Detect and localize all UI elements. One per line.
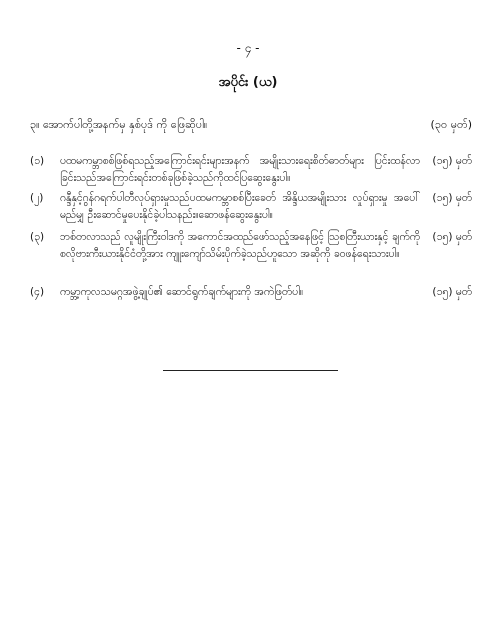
question-2 — [30, 190, 472, 224]
instruction-text: ၃။ အောက်ပါတို့အနက်မှ နှစ်ပုဒ် ကို ဖြေဆိုပါ။ — [30, 118, 208, 131]
question-number: (၃) — [30, 231, 45, 243]
end-divider — [163, 370, 338, 371]
question-text: ကမ္ဘာ့ကုလသမဂ္ဂအဖွဲ့ချုပ်၏ ဆောင်ရွက်ချက်များကို အကဲဖြတ်ပါ။ — [60, 286, 304, 298]
question-number: (၂) — [30, 192, 44, 204]
question-number: (၄) — [30, 286, 45, 298]
question-4 — [30, 284, 472, 301]
question-text: ဂန္ဒီနှင့်ဂွန်ဂရက်ပါတီလုပ်ရှားမှုသည်ပထမကမ္ဘာစစ်ပြီးခေတ် အိန္ဒိယအမျိုးသား လှုပ်ရှားမှု အပေါ်မည်မျှ ဦးဆောင်မှုပေးနိုင်ခဲ့ပါသနည်း။ဆောဖန်ဆွေးနွေးပါ။ — [60, 192, 420, 221]
question-marks: (၁၅) မှတ် — [432, 286, 472, 298]
question-marks: (၁၅) မှတ် — [432, 231, 472, 243]
question-1 — [30, 153, 472, 187]
question-3 — [30, 229, 472, 263]
instruction-line — [30, 118, 472, 134]
question-marks: (၁၅) မှတ် — [432, 155, 472, 167]
section-title: အပိုင်း (ယ) — [218, 75, 278, 90]
question-text: ဘစ်တလာသည် လူမျိုးကြီးဝါဒကို အကောင်အထည်ဖော်သည့်အနေဖြင့် ဩစတြီးယားနှင့် ချက်ကိုစလိုဗားကီးယားနိုင်ငံတို့အား ကျူးကျော်သိမ်းပိုက်ခဲ့သည်ဟူသော အဆိုကို ခဝဖန်ရေးသားပါ။ — [60, 231, 420, 260]
instruction-marks: (၃၀ မှတ်) — [430, 118, 472, 131]
question-text: ပထမကမ္ဘာစစ်ဖြစ်ရသည့်အကြောင်းရင်းများအနက် အမျိုးသားရေးစိတ်ဓာတ်များ ပြင်းထန်လာခြင်းသည်အကြောင်းရင်းတစ်ခုဖြစ်ခဲ့သည်ကိုထင်ပြဆွေးနွေးပါ။ — [60, 155, 420, 184]
page-number: - ၄ - — [236, 41, 260, 55]
question-marks: (၁၅) မှတ် — [432, 192, 472, 204]
question-number: (၁) — [30, 155, 45, 167]
